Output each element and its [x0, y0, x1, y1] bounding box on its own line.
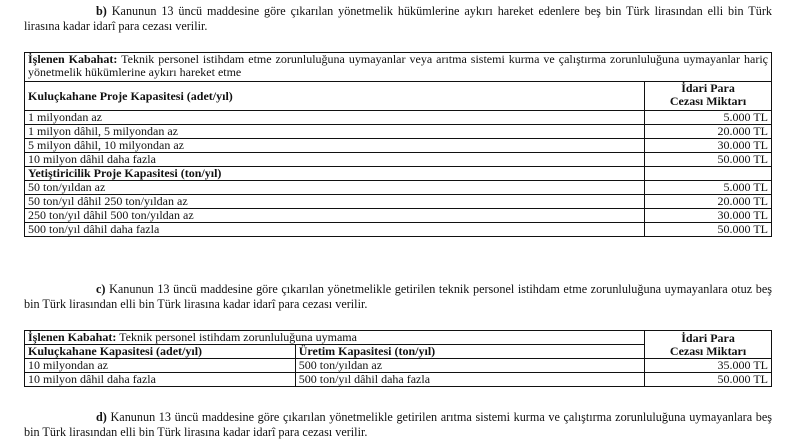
- table-row: [25, 181, 772, 195]
- offense-cell: [25, 331, 645, 345]
- amount-header: [645, 82, 772, 111]
- subheader-cell: Yetiştiricilik Proje Kapasitesi (ton/yıl): [25, 167, 645, 181]
- amount-cell: 50.000 TL: [645, 373, 772, 387]
- capacity-cell: 50 ton/yıldan az: [25, 181, 645, 195]
- header-row: [25, 82, 772, 111]
- paragraph-d-marker: d): [96, 410, 107, 424]
- offense-label: İşlenen Kabahat:: [28, 52, 118, 66]
- amount-cell: 5.000 TL: [645, 111, 772, 125]
- offense-label: İşlenen Kabahat:: [28, 330, 117, 344]
- offense-cell: [25, 53, 772, 82]
- production-capacity-header: Üretim Kapasitesi (ton/yıl): [295, 345, 644, 359]
- paragraph-b-marker: b): [96, 4, 107, 18]
- amount-cell: 50.000 TL: [645, 223, 772, 237]
- capacity-cell: 500 ton/yıl dâhil daha fazla: [25, 223, 645, 237]
- paragraph-c-marker: c): [96, 282, 106, 296]
- capacity-cell: 1 milyon dâhil, 5 milyondan az: [25, 125, 645, 139]
- table-row: [25, 195, 772, 209]
- paragraph-c-text: Kanunun 13 üncü maddesine göre çıkarılan yönetmelikle getirilen teknik personel istihdam etme zorunluluğuna uymayanlara otuz beş bin Türk lirasından elli bin Türk lirasına kadar idarî para cezası verilir.: [24, 282, 773, 311]
- amount-header-line1: İdari Para: [681, 330, 735, 345]
- table-row: [25, 209, 772, 223]
- offense-text: Teknik personel istihdam etme zorunluluğuna uymayanlar veya arıtma sistemi kurma ve çalıştırma zorunluluğuna uymayanlar hariç yönetmelik hükümlerine aykırı hareket etme: [28, 52, 768, 79]
- table-row: [25, 359, 772, 373]
- paragraph-d: [24, 410, 772, 440]
- production-capacity-cell: 500 ton/yıldan az: [295, 359, 644, 373]
- paragraph-c: [24, 282, 772, 312]
- subheader-empty-cell: [645, 167, 772, 181]
- hatchery-capacity-cell: 10 milyondan az: [25, 359, 296, 373]
- capacity-cell: 1 milyondan az: [25, 111, 645, 125]
- paragraph-b-text: Kanunun 13 üncü maddesine göre çıkarılan yönetmelik hükümlerine aykırı hareket edenlere beş bin Türk lirasından elli bin Türk lirasına kadar idarî para cezası verilir.: [24, 4, 772, 33]
- table-row: [25, 139, 772, 153]
- table-row: [25, 373, 772, 387]
- amount-header: [645, 331, 772, 359]
- capacity-cell: 10 milyon dâhil daha fazla: [25, 153, 645, 167]
- hatchery-capacity-cell: 10 milyon dâhil daha fazla: [25, 373, 296, 387]
- amount-cell: 20.000 TL: [645, 195, 772, 209]
- table-row: [25, 111, 772, 125]
- hatchery-capacity-header: Kuluçkahane Kapasitesi (adet/yıl): [25, 345, 296, 359]
- amount-cell: 35.000 TL: [645, 359, 772, 373]
- paragraph-b: [24, 4, 772, 34]
- offense-text: Teknik personel istihdam zorunluluğuna uymama: [119, 330, 357, 344]
- table-row: [25, 153, 772, 167]
- offense-row: [25, 53, 772, 82]
- amount-header-line2: Cezası Miktarı: [669, 343, 747, 358]
- penalty-table-2: [24, 330, 772, 387]
- production-capacity-cell: 500 ton/yıl dâhil daha fazla: [295, 373, 644, 387]
- capacity-cell: 50 ton/yıl dâhil 250 ton/yıldan az: [25, 195, 645, 209]
- amount-cell: 30.000 TL: [645, 139, 772, 153]
- capacity-header: Kuluçkahane Proje Kapasitesi (adet/yıl): [25, 82, 645, 111]
- table-row: [25, 223, 772, 237]
- subheader-row: [25, 167, 772, 181]
- paragraph-d-text: Kanunun 13 üncü maddesine göre çıkarılan yönetmelikle getirilen arıtma sistemi kurma ve çalıştırma zorunluluğuna uymayanlara beş bin Türk lirasından elli bin Türk lirasına kadar idarî para cezası verilir.: [24, 410, 773, 439]
- amount-header-line1: İdari Para: [681, 81, 735, 95]
- capacity-cell: 250 ton/yıl dâhil 500 ton/yıldan az: [25, 209, 645, 223]
- amount-header-line2: Cezası Miktarı: [669, 94, 747, 108]
- table-row: [25, 125, 772, 139]
- capacity-cell: 5 milyon dâhil, 10 milyondan az: [25, 139, 645, 153]
- amount-cell: 20.000 TL: [645, 125, 772, 139]
- amount-cell: 50.000 TL: [645, 153, 772, 167]
- offense-row: [25, 331, 772, 345]
- amount-cell: 5.000 TL: [645, 181, 772, 195]
- penalty-table-1: [24, 52, 772, 237]
- amount-cell: 30.000 TL: [645, 209, 772, 223]
